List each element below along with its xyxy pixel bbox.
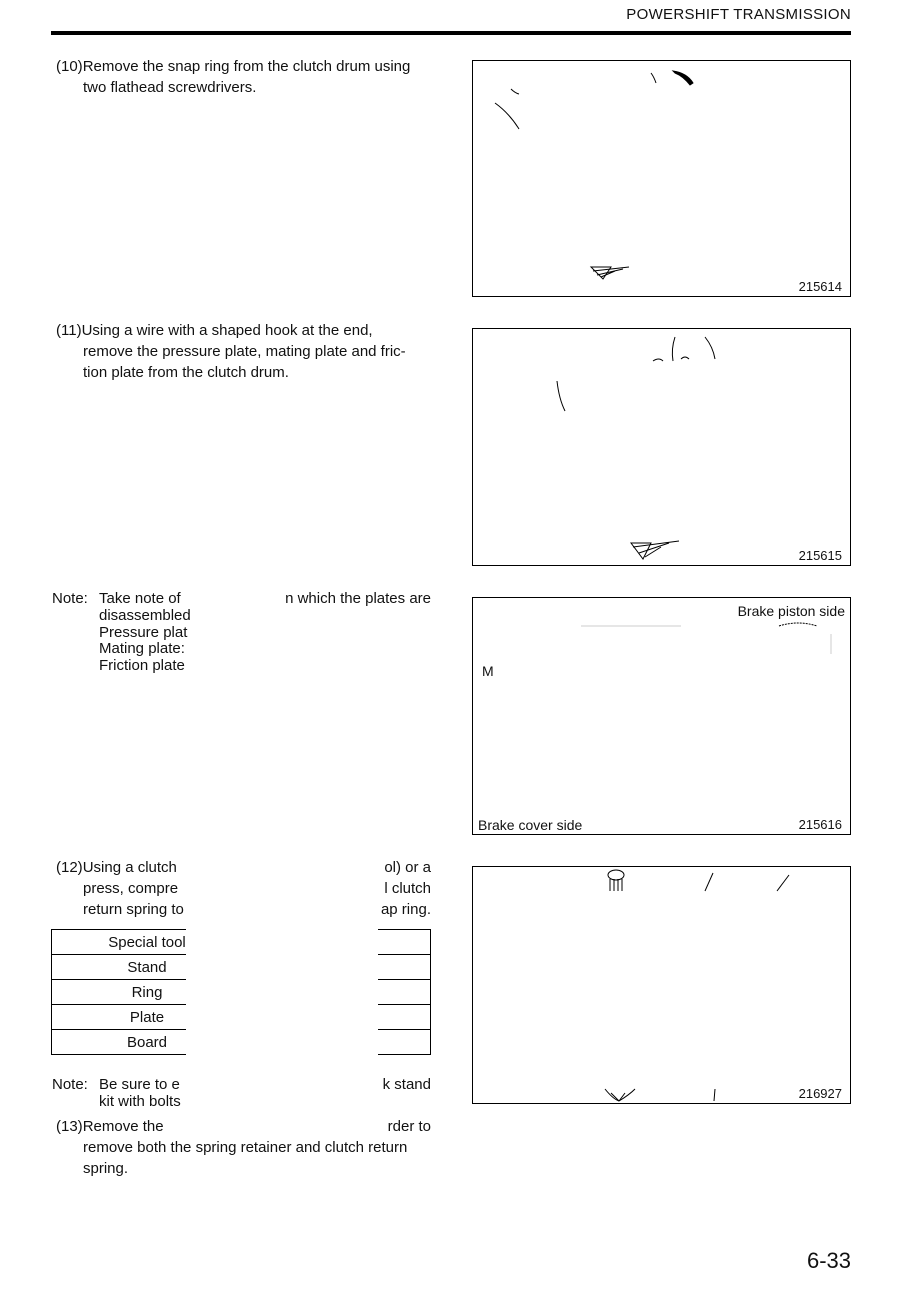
note-text: n which the plates are [285,590,431,607]
note-plate-order [52,591,432,681]
step-text: Remove the snap ring from the clutch drum using [82,58,411,75]
figure-215616 [472,597,851,835]
redaction-gap [186,925,378,1060]
step-text: remove the pressure plate, mating plate and fric- [83,343,406,360]
note-text: Pressure plat [99,623,188,641]
step-text: return spring to [83,901,184,918]
step-13 [56,1116,431,1179]
figure-215614 [472,60,851,297]
note-text: kit with bolts [99,1093,181,1110]
step-text: rder to [387,1118,431,1135]
note-label: Note: [52,1076,88,1093]
note-text: disassembled [99,607,191,624]
step-number: (12) [56,859,83,876]
note-text: Friction plate [99,656,185,674]
note-text: Be sure to e [99,1076,180,1093]
step-text: Using a wire with a shaped hook at the end, [81,322,373,339]
figure-drawing [473,598,850,834]
figure-215615 [472,328,851,566]
figure-number: 216927 [798,1086,842,1101]
tool-name: Stand [52,955,243,980]
step-text: tion plate from the clutch drum. [83,364,289,381]
header-rule [51,31,851,35]
step-11 [56,320,431,383]
step-text: l clutch [384,880,431,897]
table-header-cell: Special tool [52,930,243,955]
step-number: (13) [56,1118,83,1135]
step-text: Using a clutch [82,859,177,876]
step-10 [56,56,431,98]
m-label: M [482,663,494,679]
note-text: k stand [382,1076,431,1093]
figure-drawing [473,329,850,565]
tool-name: Ring [52,980,243,1005]
figure-number: 215615 [798,548,842,563]
page-header-title: POWERSHIFT TRANSMISSION [626,6,851,23]
step-number: (10) [56,58,83,75]
note-text: Mating plate: [99,640,185,657]
step-text: ol) or a [384,859,431,876]
brake-piston-side-label: Brake piston side [737,603,845,619]
step-text: two flathead screwdrivers. [83,79,257,96]
tool-name: Board [52,1030,243,1055]
figure-number: 215616 [798,817,842,832]
figure-216927 [472,866,851,1104]
page-number: 6-33 [806,1248,851,1273]
step-text: press, compre [83,880,179,897]
note-stand-kit [52,1077,432,1111]
note-text: Take note of [99,590,181,607]
note-label: Note: [52,590,88,607]
step-12 [56,857,431,920]
step-text: Remove the [82,1118,164,1135]
step-text: spring. [83,1160,129,1177]
figure-drawing [473,867,850,1103]
step-number: (11) [56,322,82,339]
figure-drawing [473,61,850,296]
figure-number: 215614 [798,279,842,294]
tool-name: Plate [52,1005,243,1030]
step-text: ap ring. [380,901,431,918]
step-text: remove both the spring retainer and clutch return [83,1139,408,1156]
brake-cover-side-label: Brake cover side [478,817,583,833]
